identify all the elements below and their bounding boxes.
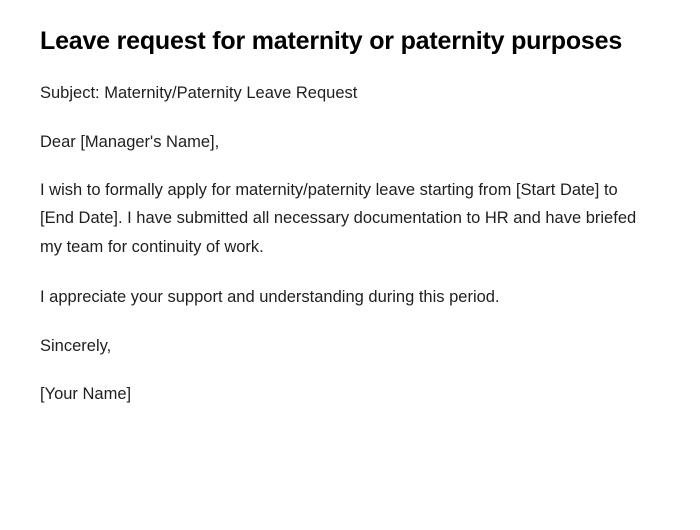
paragraph-salutation: Dear [Manager's Name],	[40, 132, 220, 151]
paragraph-appreciation: I appreciate your support and understanding during this period.	[40, 288, 500, 307]
paragraph-signature: [Your Name]	[40, 384, 132, 403]
paragraph-subject: Subject: Maternity/Paternity Leave Request	[40, 84, 358, 103]
paragraph-body: I wish to formally apply for maternity/paternity leave starting from [Start Date] to [End Date]. I have submitted all necessary documentation to HR and have briefed my team for continuity of work.	[40, 181, 637, 256]
page-title: Leave request for maternity or paternity purposes	[40, 27, 623, 55]
paragraph-closing: Sincerely,	[40, 336, 112, 355]
